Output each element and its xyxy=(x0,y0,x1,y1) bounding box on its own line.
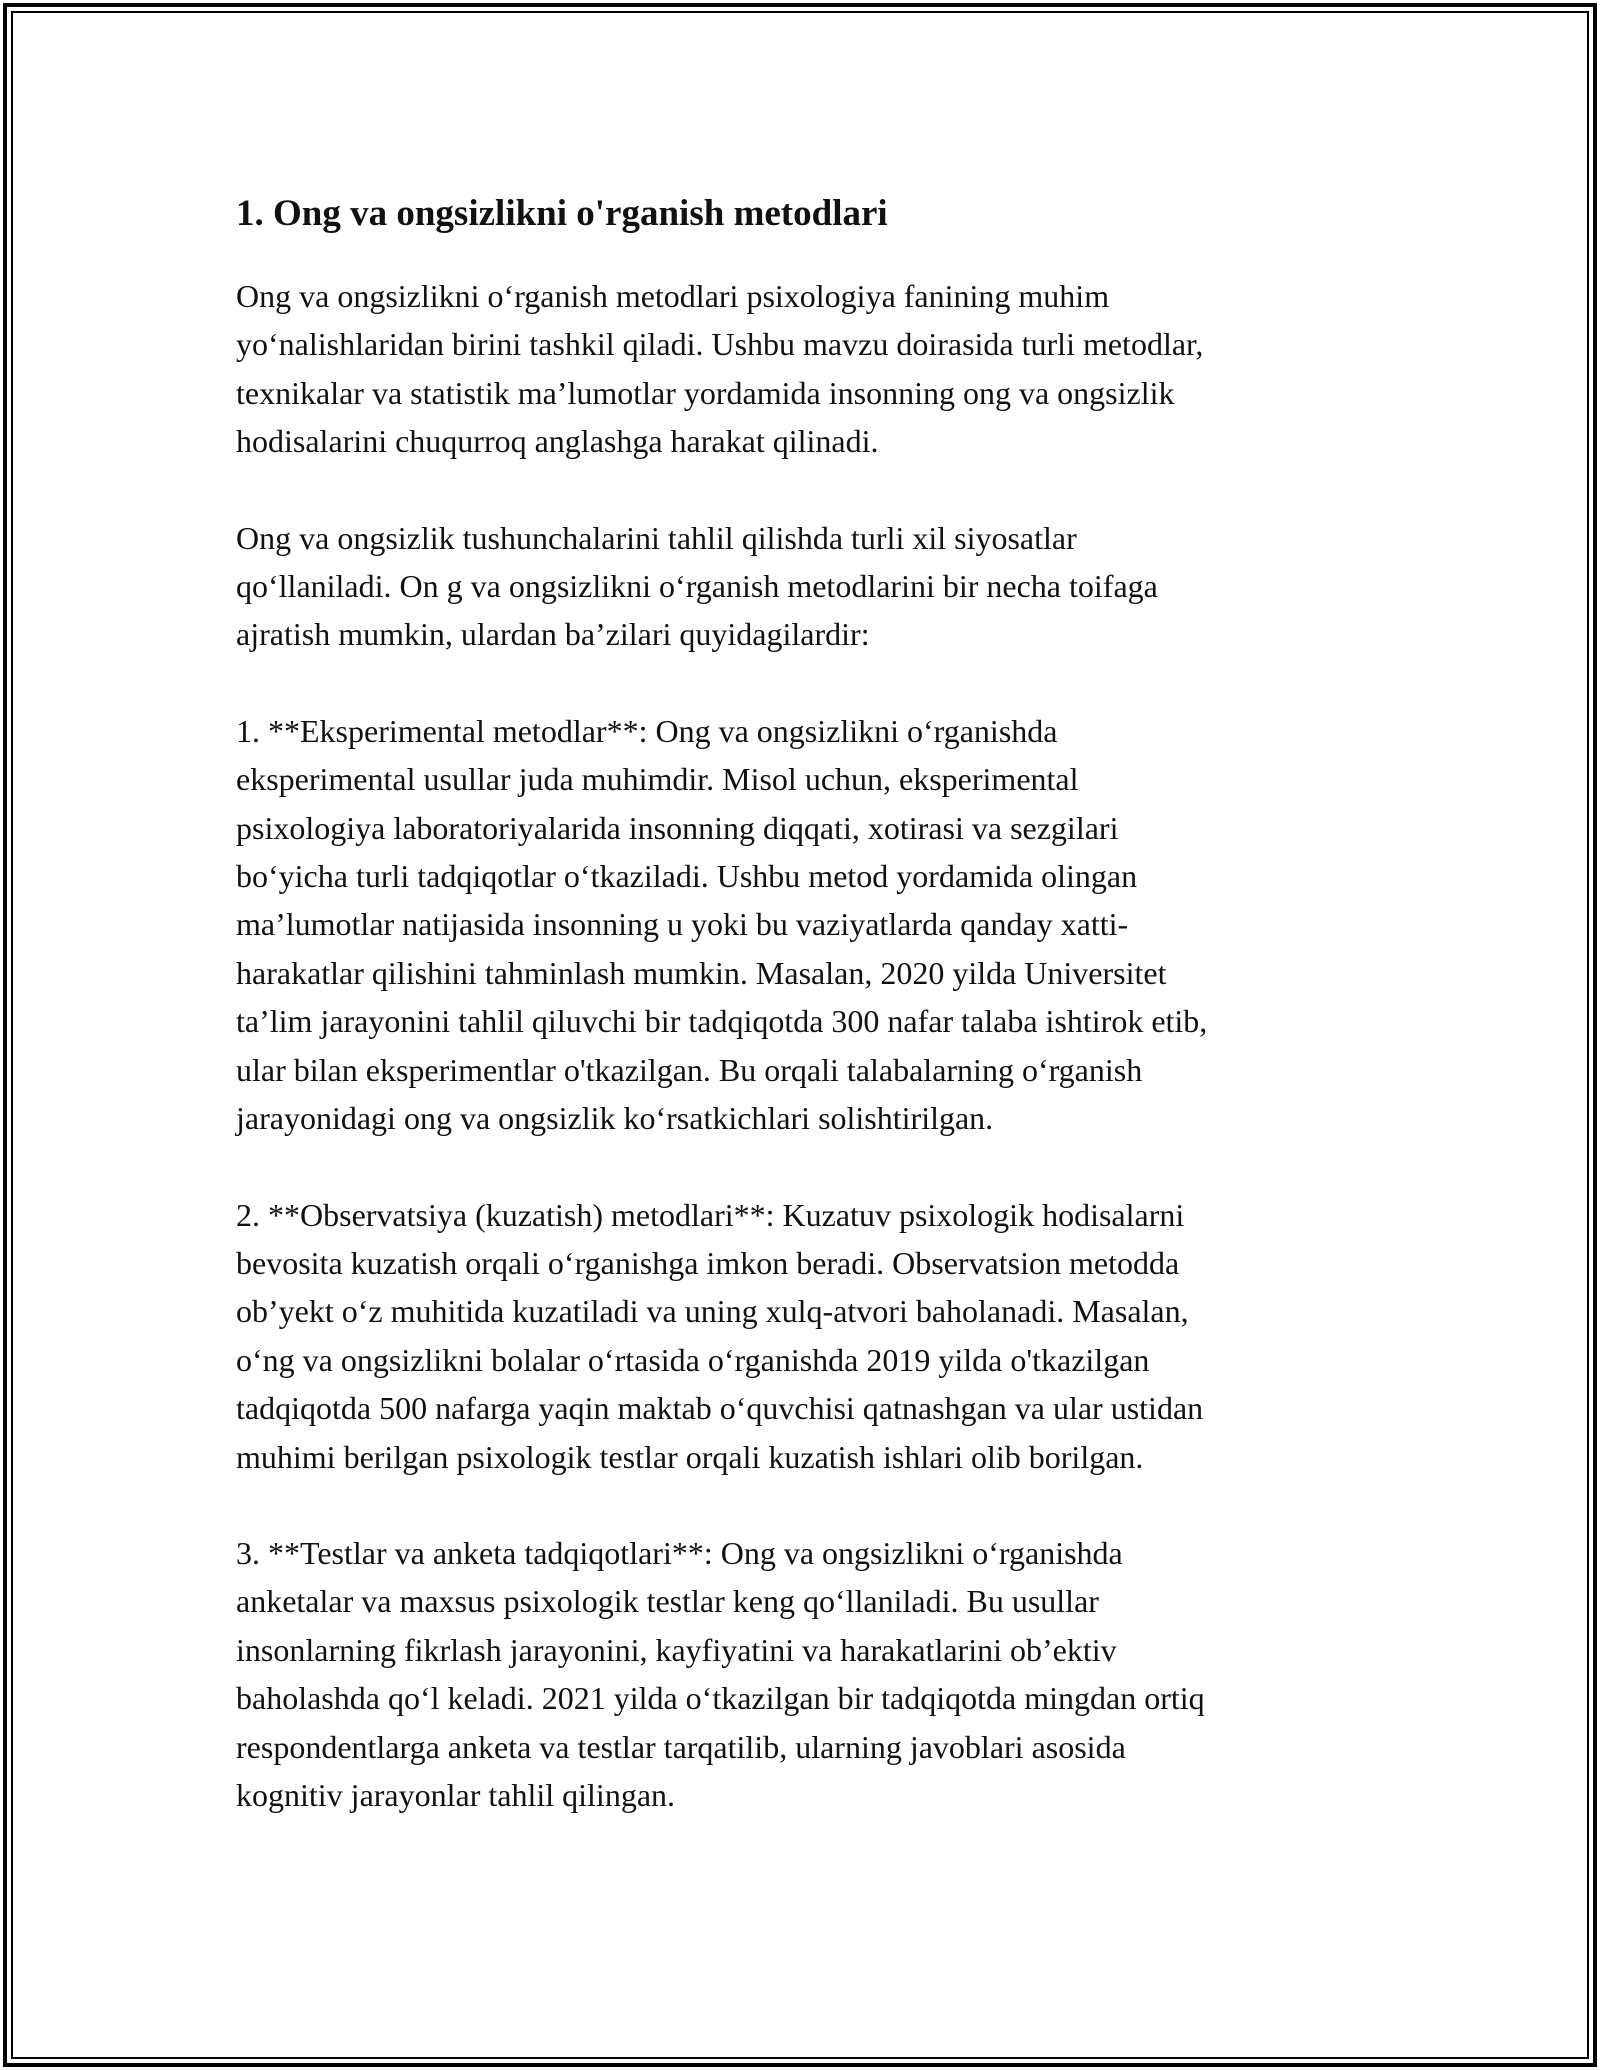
paragraph-observation-methods: 2. **Observatsiya (kuzatish) metodlari**: Kuzatuv psixologik hodisalarni bevosita kuzatish orqali oʻrganishga imkon beradi. Observatsion metodda obʼyekt oʻz muhitida kuzatiladi va uning xulq-atvori baholanadi. Masalan, oʻng va ongsizlikni bolalar oʻrtasida oʻrganishda 2019 yilda o'tkazilgan tadqiqotda 500 nafarga yaqin maktab oʻquvchisi qatnashgan va ular ustidan muhimi berilgan psixologik testlar orqali kuzatish ishlari olib borilgan. xyxy=(236,1196,1204,1475)
document-body xyxy=(236,186,1356,1867)
section-heading: 1. Ong va ongsizlikni o'rganish metodlari xyxy=(236,193,888,234)
paragraph-experimental-methods: 1. **Eksperimental metodlar**: Ong va ongsizlikni oʻrganishda eksperimental usullar juda muhimdir. Misol uchun, eksperimental psixologiya laboratoriyalarida insonning diqqati, xotirasi va sezgilari boʻyicha turli tadqiqotlar oʻtkaziladi. Ushbu metod yordamida olingan maʼlumotlar natijasida insonning u yoki bu vaziyatlarda qanday xatti- harakatlar qilishini tahminlash mumkin. Masalan, 2020 yilda Universitet taʼlim jarayonini tahlil qiluvchi bir tadqiqotda 300 nafar talaba ishtirok etib, ular bilan eksperimentlar o'tkazilgan. Bu orqali talabalarning oʻrganish jarayonidagi ong va ongsizlik koʻrsatkichlari solishtirilgan. xyxy=(236,712,1208,1137)
paragraph-intro: Ong va ongsizlikni oʻrganish metodlari psixologiya fanining muhim yoʻnalishlaridan birini tashkil qiladi. Ushbu mavzu doirasida turli metodlar, texnikalar va statistik maʼlumotlar yordamida insonning ong va ongsizlik hodisalarini chuqurroq anglashga harakat qilinadi. xyxy=(236,278,1204,460)
paragraph-overview: Ong va ongsizlik tushunchalarini tahlil qilishda turli xil siyosatlar qoʻllaniladi. On g va ongsizlikni oʻrganish metodlarini bir necha toifaga ajratish mumkin, ulardan baʼzilari quyidagilardir: xyxy=(236,519,1158,653)
paragraph-tests-surveys: 3. **Testlar va anketa tadqiqotlari**: Ong va ongsizlikni oʻrganishda anketalar va maxsus psixologik testlar keng qoʻllaniladi. Bu usullar insonlarning fikrlash jarayonini, kayfiyatini va harakatlarini obʼektiv baholashda qoʻl keladi. 2021 yilda oʻtkazilgan bir tadqiqotda mingdan ortiq respondentlarga anketa va testlar tarqatilib, ularning javoblari asosida kognitiv jarayonlar tahlil qilingan. xyxy=(236,1534,1205,1813)
